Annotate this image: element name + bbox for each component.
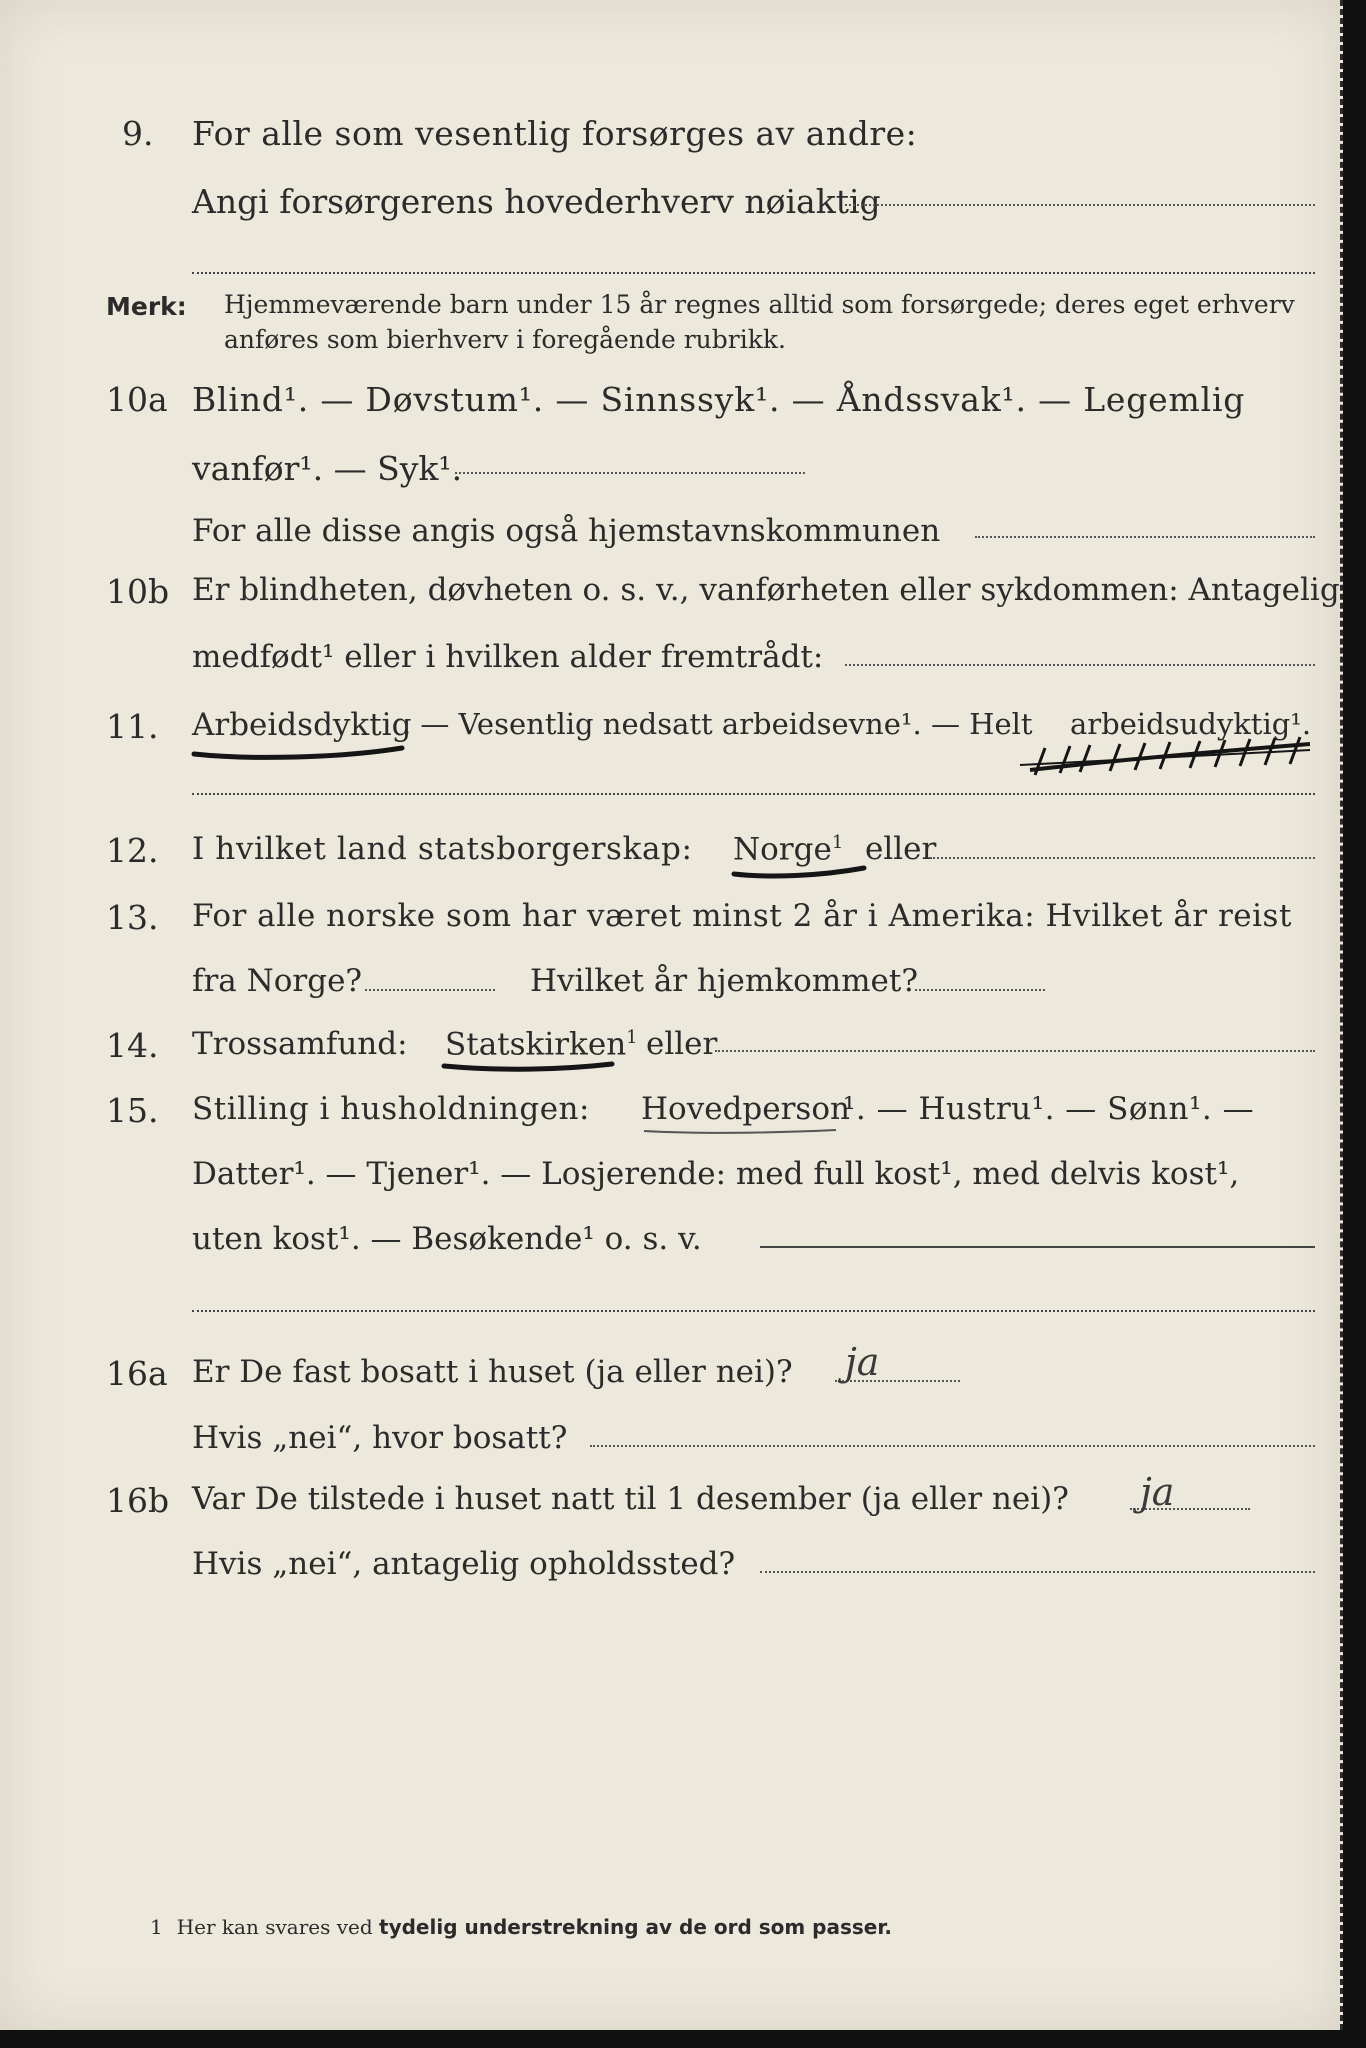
q14-question: Trossamfund:	[192, 1026, 408, 1062]
q9-line1: For alle som vesentlig forsørges av andre:	[192, 114, 918, 153]
q11-extra-line	[192, 793, 1315, 795]
q15-underline-mark	[640, 1124, 840, 1138]
q9-line2: Angi forsørgerens hovederhverv nøiaktig	[192, 182, 881, 221]
merk-line2: anføres som bierhverv i foregående rubrikk.	[224, 325, 786, 354]
merk-line1: Hjemmeværende barn under 15 år regnes alltid som forsørgede; deres eget erhverv	[224, 290, 1295, 319]
q12-eller: eller	[865, 831, 937, 867]
footnote	[150, 1915, 892, 1939]
footnote-mark: 1	[150, 1915, 163, 1939]
q15-answer-line	[760, 1246, 1315, 1248]
q9-extra-line	[192, 272, 1315, 274]
q15-question: Stilling i husholdningen:	[192, 1091, 590, 1127]
q12-question: I hvilket land statsborgerskap:	[192, 831, 693, 867]
q12-number: 12.	[106, 831, 159, 870]
q10a-number: 10a	[106, 380, 168, 419]
q12-opt-norge: Norge$^1$	[733, 831, 844, 868]
q13-from-answer-line	[365, 989, 495, 991]
q11-opt-arbeidsudyktig: arbeidsudyktig¹.	[1070, 707, 1312, 741]
q15-line2: Datter¹. — Tjener¹. — Losjerende: med full kost¹, med delvis kost¹,	[192, 1156, 1240, 1192]
q11-strikeout-mark	[1010, 730, 1320, 780]
q13-line1: For alle norske som har været minst 2 år i Amerika: Hvilket år reist	[192, 898, 1292, 934]
q10a-line2-answer-line	[455, 472, 805, 474]
q10a-line3-answer-line	[975, 536, 1315, 538]
q16b-line2-answer-line	[760, 1571, 1315, 1573]
q11-underline-mark	[190, 742, 410, 762]
q12-answer-line	[930, 857, 1315, 859]
q13-home-answer-line	[915, 989, 1045, 991]
q16b-question: Var De tilstede i huset natt til 1 desember (ja eller nei)?	[192, 1481, 1069, 1517]
q16a-question: Er De fast bosatt i huset (ja eller nei)?	[192, 1354, 793, 1390]
q14-eller: eller	[646, 1026, 718, 1062]
q14-answer-line	[715, 1050, 1315, 1052]
q16a-number: 16a	[106, 1354, 168, 1393]
q14-opt-statskirken-text: Statskirken	[445, 1026, 627, 1063]
q16a-line2-answer-line	[590, 1445, 1315, 1447]
q14-number: 14.	[106, 1026, 159, 1065]
q10b-answer-line	[845, 664, 1315, 666]
q10a-line2: vanfør¹. — Syk¹.	[192, 449, 463, 488]
q16b-line2: Hvis „nei“, antagelig opholdssted?	[192, 1546, 736, 1582]
q11-number: 11.	[106, 707, 159, 746]
q10b-line2: medfødt¹ eller i hvilken alder fremtrådt:	[192, 639, 824, 675]
q10a-line3: For alle disse angis også hjemstavnskommunen	[192, 513, 941, 549]
q12-opt-norge-text: Norge	[733, 831, 832, 868]
q10b-line1: Er blindheten, døvheten o. s. v., vanførheten eller sykdommen: Antagelig	[192, 572, 1340, 608]
q11-opt-arbeidsdyktig: Arbeidsdyktig	[192, 707, 412, 743]
q16b-number: 16b	[106, 1481, 170, 1520]
q16a-line2: Hvis „nei“, hvor bosatt?	[192, 1420, 568, 1456]
q14-underline-mark	[440, 1056, 620, 1074]
q15-line3: uten kost¹. — Besøkende¹ o. s. v.	[192, 1221, 702, 1257]
q10b-number: 10b	[106, 572, 170, 611]
q15-extra-line	[192, 1310, 1315, 1312]
merk-label: Merk:	[106, 292, 187, 321]
q9-number: 9.	[122, 114, 154, 153]
q13-number: 13.	[106, 898, 159, 937]
q9-answer-line	[845, 204, 1315, 206]
q16a-handwritten-answer: ja	[845, 1340, 880, 1384]
footnote-text: Her kan svares ved	[176, 1915, 373, 1939]
q13-line2-from: fra Norge?	[192, 963, 363, 999]
q10a-line1: Blind¹. — Døvstum¹. — Sinnssyk¹. — Åndssvak¹. — Legemlig	[192, 380, 1246, 419]
q15-opt-hovedperson: Hovedperson	[641, 1091, 850, 1127]
q15-rest1: ¹. — Hustru¹. — Sønn¹. —	[843, 1091, 1255, 1127]
q12-underline-mark	[730, 862, 870, 880]
q16b-handwritten-answer: ja	[1140, 1470, 1175, 1514]
footnote-bold-text: tydelig understrekning av de ord som passer.	[379, 1915, 892, 1939]
q14-opt-statskirken: Statskirken$^1$	[445, 1026, 638, 1063]
q11-middle-text: . — Vesentlig nedsatt arbeidsevne¹. — Helt	[402, 707, 1033, 741]
q13-line2-home: Hvilket år hjemkommet?	[530, 963, 918, 999]
q15-number: 15.	[106, 1091, 159, 1130]
